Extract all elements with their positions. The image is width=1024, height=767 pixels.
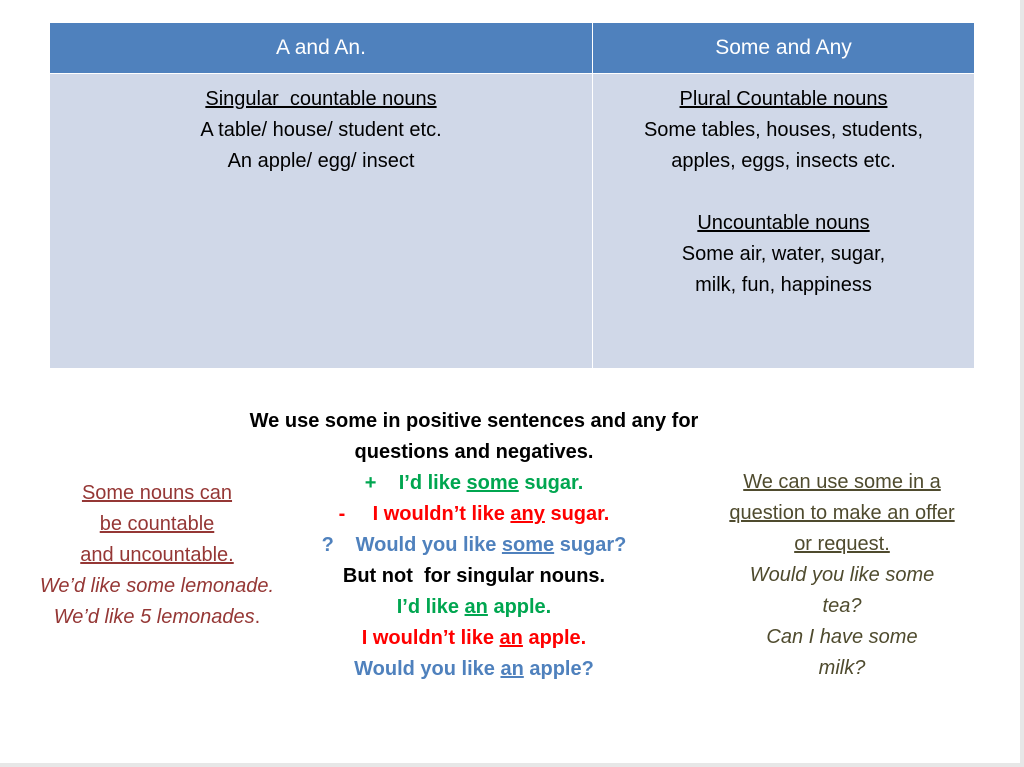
negative-example: - I wouldn’t like any sugar. <box>214 499 734 530</box>
uncountable-heading: Uncountable nouns <box>697 212 870 234</box>
header-a-an: A and An. <box>50 23 593 74</box>
countable-uncountable-note <box>16 478 298 633</box>
singular-positive-example: I’d like an apple. <box>396 596 552 618</box>
minus-symbol: - <box>338 503 346 525</box>
singular-question-example: Would you like an apple? <box>354 658 594 680</box>
singular-negative-example: I wouldn’t like an apple. <box>361 627 587 649</box>
keyword-an: an <box>464 596 488 618</box>
articles-table <box>49 22 975 369</box>
cell-a-an <box>50 74 593 369</box>
question-example: ? Would you like some sugar? <box>214 530 734 561</box>
header-some-any: Some and Any <box>593 23 975 74</box>
plus-symbol: + <box>364 472 377 494</box>
note-line: and uncountable. <box>80 544 234 566</box>
singular-example-2: An apple/ egg/ insect <box>227 150 415 172</box>
singular-heading: Singular countable nouns <box>205 88 437 110</box>
cell-some-any <box>593 74 975 369</box>
keyword-some: some <box>466 472 519 494</box>
keyword-some-question: some <box>501 534 555 556</box>
offer-request-note <box>722 467 962 684</box>
note-example: Can I have some milk? <box>766 626 918 679</box>
note-line: be countable <box>99 513 215 535</box>
positive-example: + I’d like some sugar. <box>214 468 734 499</box>
table-row <box>50 74 975 369</box>
keyword-an: an <box>499 627 523 649</box>
uncountable-examples: Some air, water, sugar, milk, fun, happiness <box>681 243 886 296</box>
rule-text: We use some in positive sentences and any for questions and negatives. <box>249 410 699 463</box>
plural-heading: Plural Countable nouns <box>679 88 888 110</box>
plural-examples: Some tables, houses, students, apples, eggs, insects etc. <box>643 119 924 172</box>
note-title: We can use some in a question to make an offer or request. <box>729 471 955 555</box>
table-header-row <box>50 23 975 74</box>
but-not-text: But not for singular nouns. <box>342 565 606 587</box>
keyword-any: any <box>510 503 545 525</box>
question-symbol: ? <box>321 534 334 556</box>
keyword-an: an <box>500 658 524 680</box>
note-example: We’d like some lemonade. <box>39 575 275 597</box>
note-line: Some nouns can <box>81 482 233 504</box>
singular-example-1: A table/ house/ student etc. <box>200 119 442 141</box>
spacer <box>633 177 934 208</box>
slide-edge <box>0 763 1024 767</box>
note-example: Would you like some tea? <box>749 564 935 617</box>
slide-edge <box>1020 0 1024 767</box>
note-example: We’d like 5 lemonades. <box>53 606 261 628</box>
